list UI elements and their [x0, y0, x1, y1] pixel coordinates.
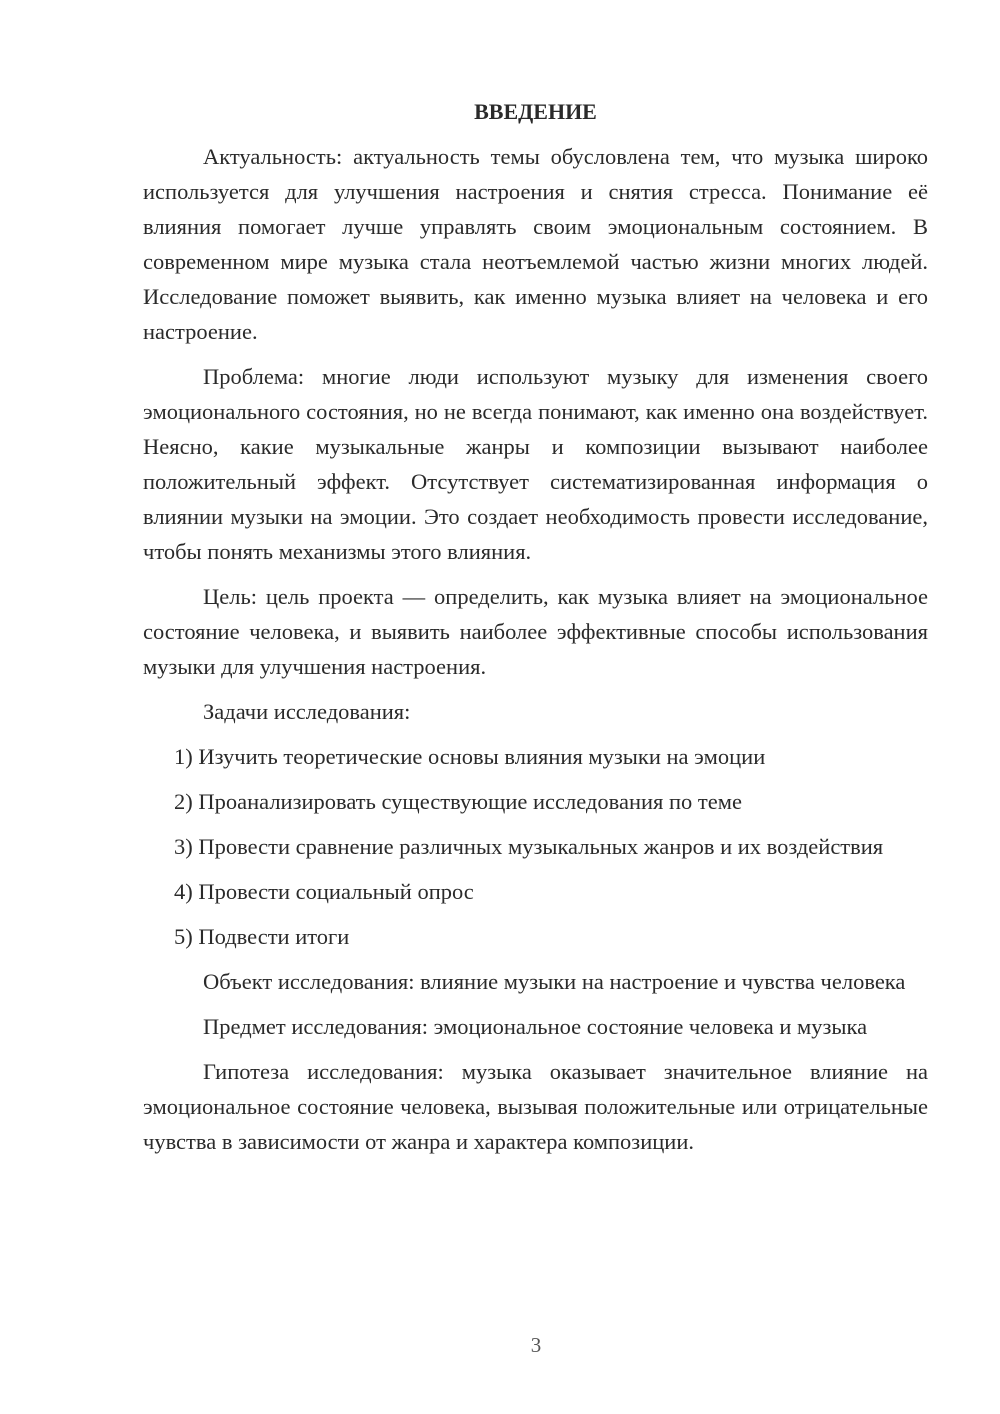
goal-paragraph: Цель: цель проекта — определить, как музыка влияет на эмоциональное состояние человека, и выявить наиболее эффективные способы использования музыки для улучшения настроения.	[143, 584, 928, 679]
task-item-1: 1) Изучить теоретические основы влияния музыки на эмоции	[174, 744, 766, 769]
task-item-5: 5) Подвести итоги	[174, 924, 350, 949]
object-paragraph: Объект исследования: влияние музыки на настроение и чувства человека	[203, 969, 906, 994]
page-number: 3	[530, 1333, 542, 1357]
subject-paragraph: Предмет исследования: эмоциональное состояние человека и музыка	[203, 1014, 868, 1039]
tasks-heading: Задачи исследования:	[203, 699, 411, 724]
task-item-3: 3) Провести сравнение различных музыкальных жанров и их воздействия	[174, 834, 884, 859]
document-body	[143, 94, 928, 1169]
relevance-paragraph: Актуальность: актуальность темы обусловлена тем, что музыка широко используется для улучшения настроения и снятия стресса. Понимание её влияния помогает лучше управлять своим эмоциональным состоянием. В современном мире музыка стала неотъемлемой частью жизни многих людей. Исследование поможет выявить, как именно музыка влияет на человека и его настроение.	[143, 144, 928, 344]
problem-paragraph: Проблема: многие люди используют музыку для изменения своего эмоционального состояния, но не всегда понимают, как именно она воздействует. Неясно, какие музыкальные жанры и композиции вызывают наиболее положительный эффект. Отсутствует систематизированная информация о влиянии музыки на эмоции. Это создает необходимость провести исследование, чтобы понять механизмы этого влияния.	[143, 364, 928, 564]
task-item-2: 2) Проанализировать существующие исследования по теме	[174, 789, 742, 814]
page-title: ВВЕДЕНИЕ	[474, 99, 597, 124]
hypothesis-paragraph: Гипотеза исследования: музыка оказывает значительное влияние на эмоциональное состояние человека, вызывая положительные или отрицательные чувства в зависимости от жанра и характера композиции.	[143, 1059, 928, 1154]
task-item-4: 4) Провести социальный опрос	[174, 879, 474, 904]
